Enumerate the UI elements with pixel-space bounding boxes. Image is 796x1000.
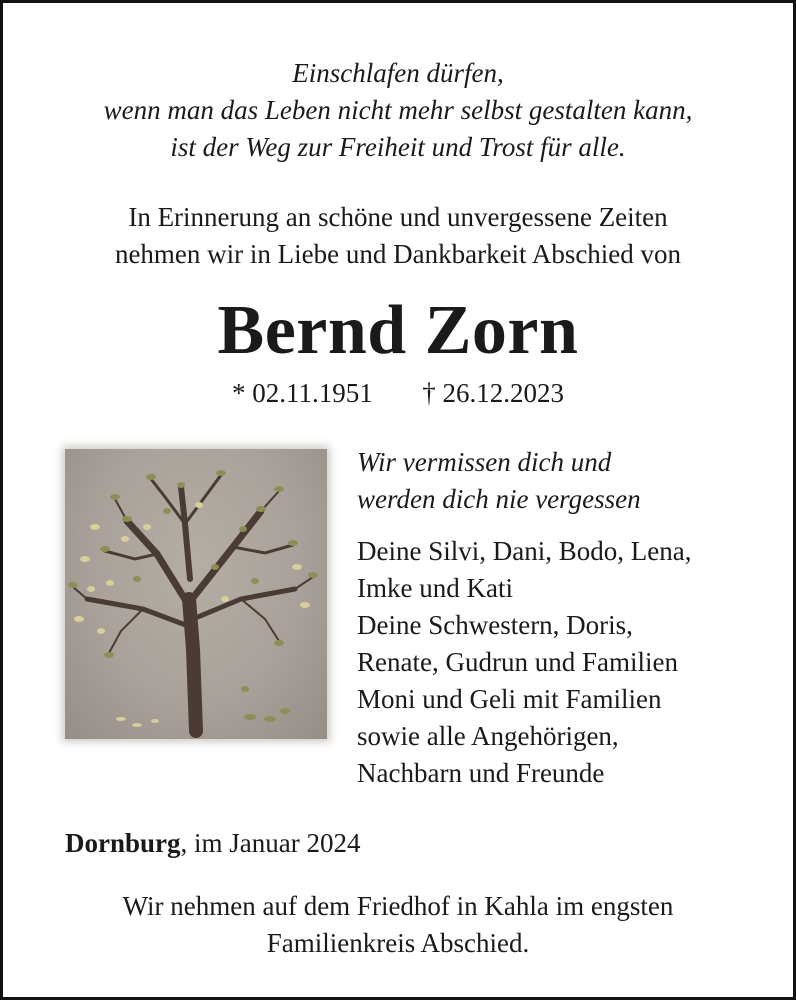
mourner-line: Imke und Kati bbox=[357, 573, 513, 603]
place-date: , im Januar 2024 bbox=[180, 828, 361, 858]
intro-text bbox=[3, 199, 793, 273]
mourner-line: Moni und Geli mit Familien bbox=[357, 684, 662, 714]
mourners-list bbox=[357, 533, 787, 792]
tree-image bbox=[65, 449, 327, 739]
mourner-line: Renate, Gudrun und Familien bbox=[357, 647, 678, 677]
mourner-line: sowie alle Angehörigen, bbox=[357, 721, 619, 751]
funeral-line: Wir nehmen auf dem Friedhof in Kahla im engsten bbox=[122, 891, 674, 921]
poem-line: Einschlafen dürfen, bbox=[292, 58, 504, 88]
poem-verse bbox=[3, 55, 793, 166]
intro-line: In Erinnerung an schöne und unvergessene Zeiten bbox=[128, 202, 668, 232]
funeral-line: Familienkreis Abschied. bbox=[266, 928, 530, 958]
cross-icon: † bbox=[422, 378, 436, 408]
tree-illustration bbox=[65, 449, 327, 739]
deceased-name: Bernd Zorn bbox=[217, 292, 579, 369]
birth-symbol: * bbox=[232, 378, 246, 408]
death-date: 26.12.2023 bbox=[442, 378, 564, 408]
miss-line: Wir vermissen dich und bbox=[357, 447, 612, 477]
mourner-line: Deine Schwestern, Doris, bbox=[357, 610, 633, 640]
poem-line: wenn man das Leben nicht mehr selbst gestalten kann, bbox=[103, 95, 693, 125]
poem-line: ist der Weg zur Freiheit und Trost für alle. bbox=[170, 132, 626, 162]
birth-date: 02.11.1951 bbox=[252, 378, 373, 408]
intro-line: nehmen wir in Liebe und Dankbarkeit Abschied von bbox=[114, 239, 682, 269]
place-and-date bbox=[65, 825, 361, 862]
mourner-line: Nachbarn und Freunde bbox=[357, 758, 605, 788]
life-dates bbox=[3, 375, 793, 411]
place-city: Dornburg bbox=[65, 828, 181, 858]
funeral-notice bbox=[3, 888, 793, 962]
miss-you-text bbox=[357, 444, 787, 518]
miss-line: werden dich nie vergessen bbox=[357, 484, 641, 514]
mourner-line: Deine Silvi, Dani, Bodo, Lena, bbox=[357, 536, 692, 566]
